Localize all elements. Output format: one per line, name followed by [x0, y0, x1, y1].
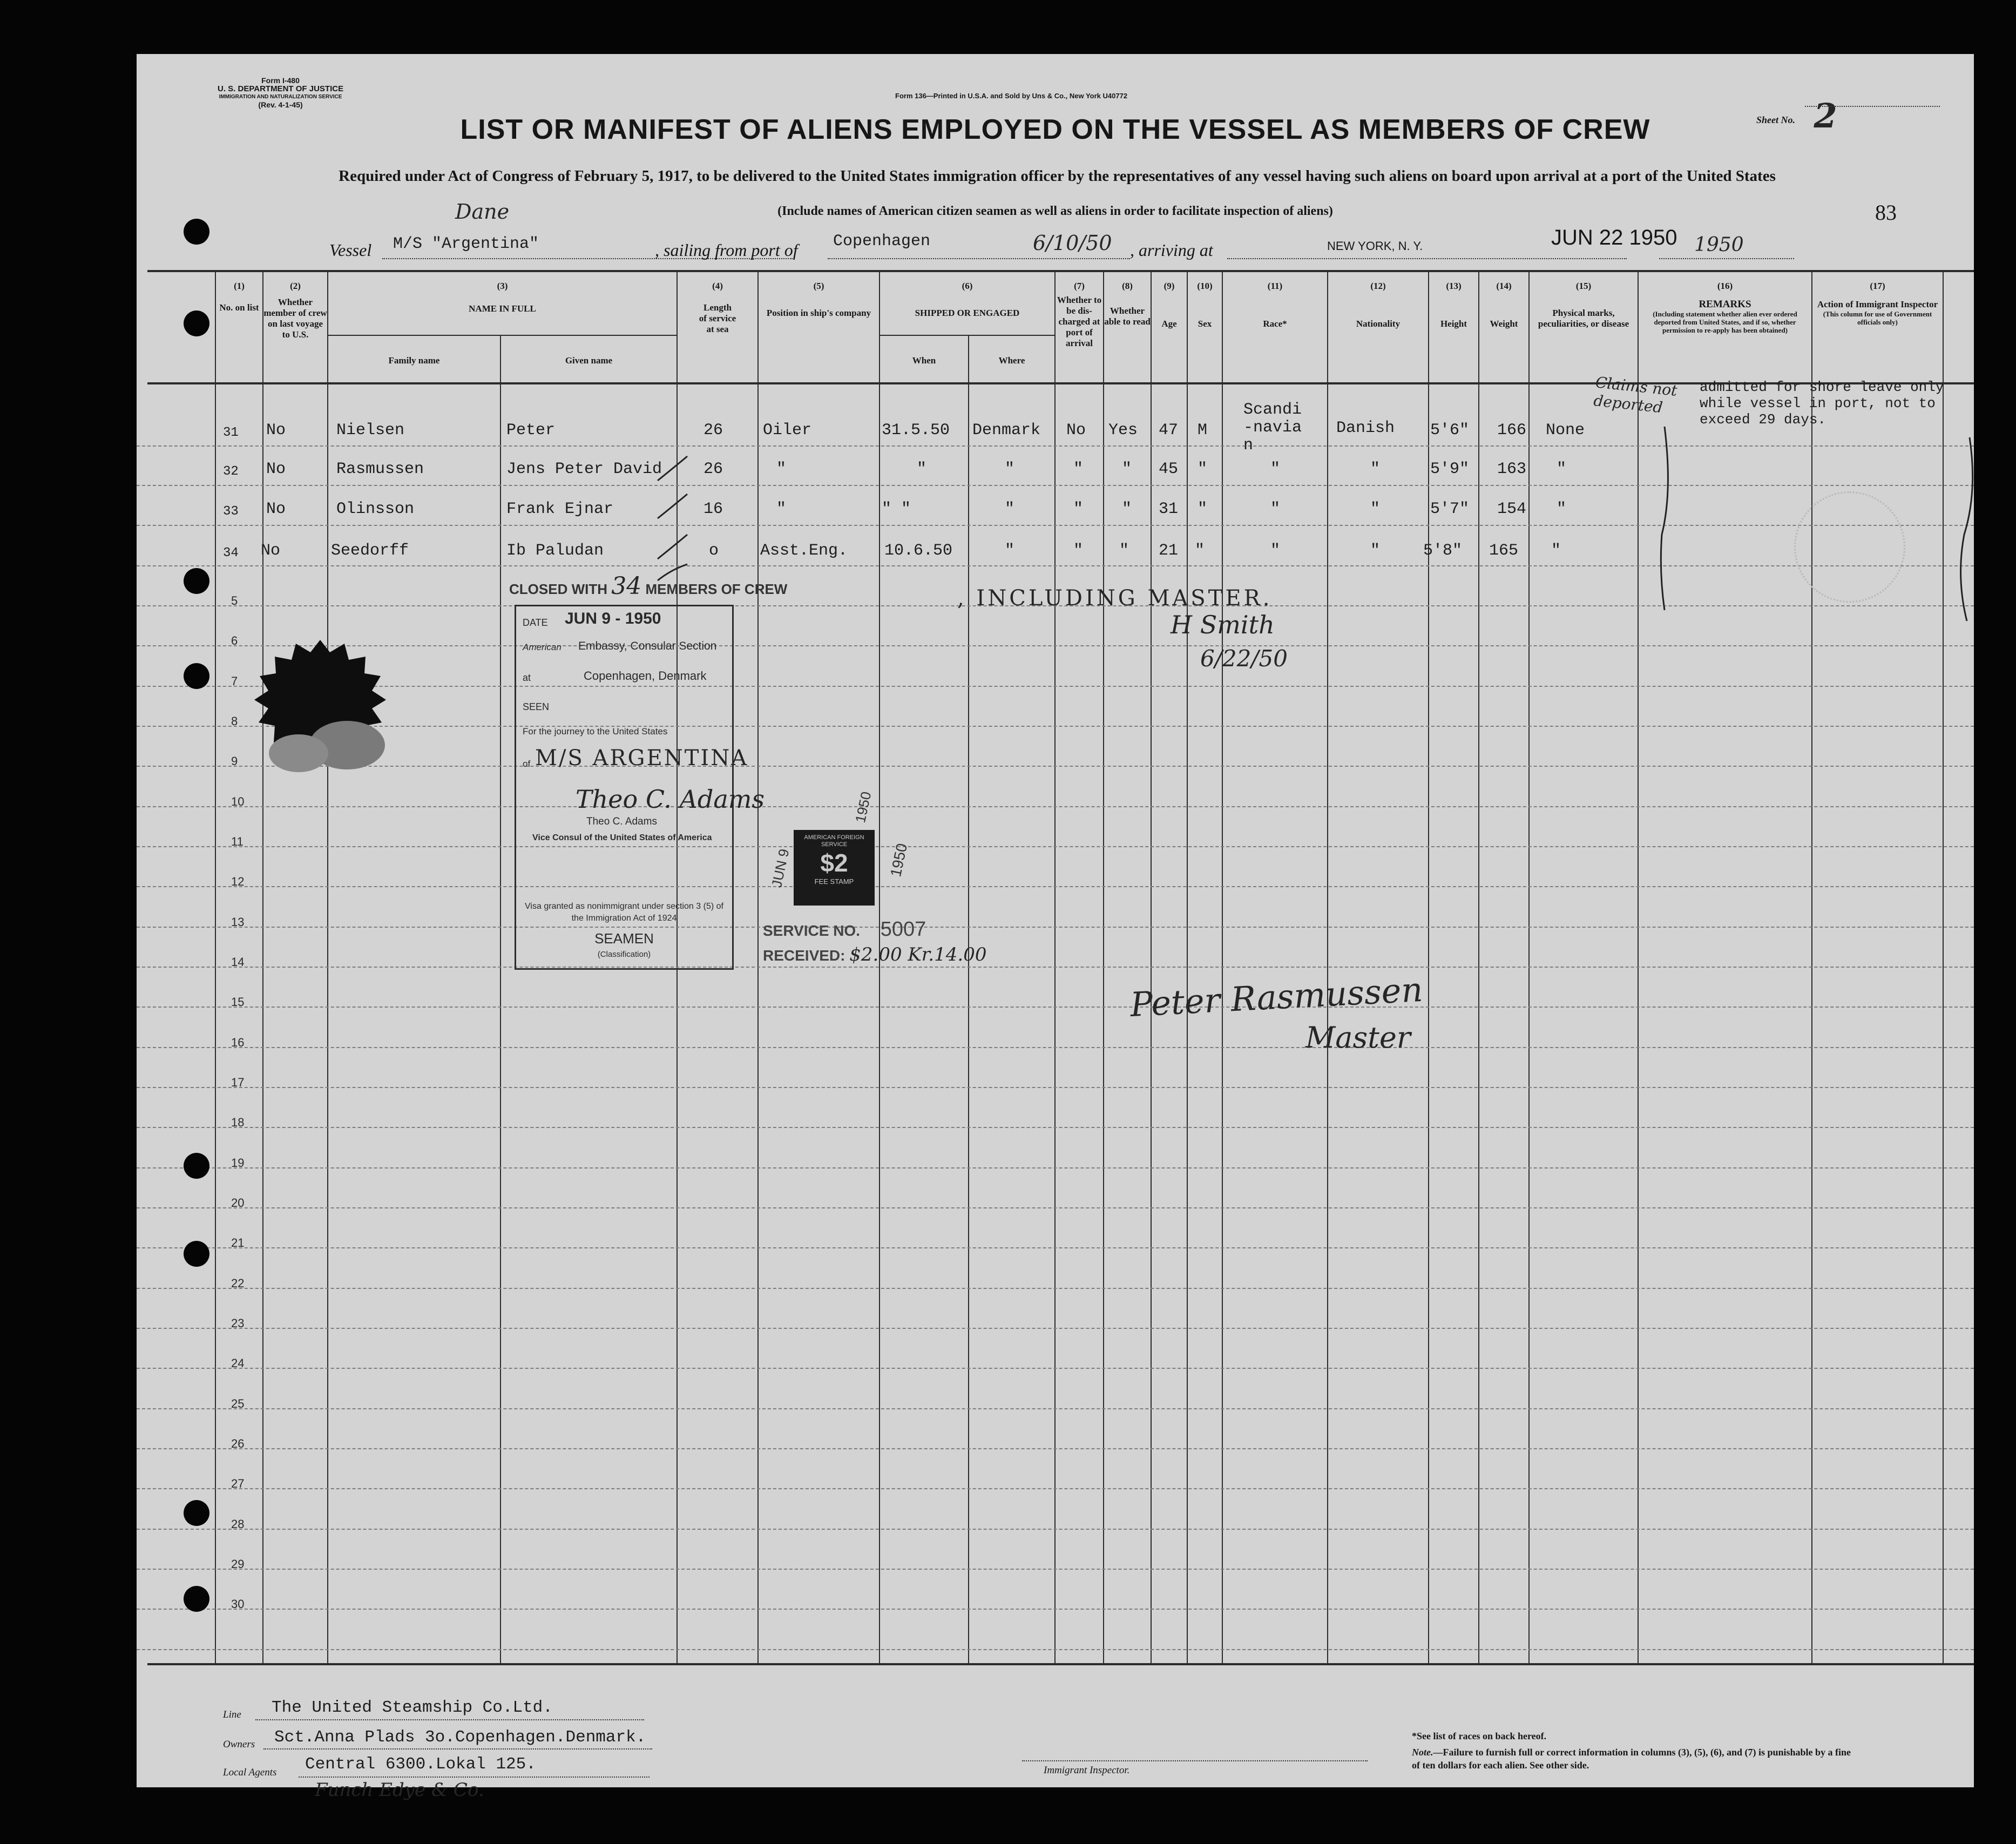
footer-owners-underline	[263, 1748, 652, 1750]
col-header-17	[1812, 281, 1943, 326]
row-rule	[137, 1328, 1974, 1329]
cell-weight: 154	[1497, 500, 1527, 518]
col-header-2	[263, 281, 327, 340]
service-number-line	[763, 918, 926, 941]
cell-weight: 165	[1489, 542, 1519, 560]
bracket-icon	[1961, 437, 1973, 621]
row-rule	[137, 846, 1974, 847]
remarks-handwriting: Claims not deported	[1593, 373, 1679, 417]
col-header-5	[759, 281, 879, 319]
row-number: 6	[231, 634, 238, 647]
cell-discharged: "	[1073, 500, 1084, 518]
row-number: 20	[231, 1196, 245, 1210]
footer-note	[1412, 1746, 1855, 1772]
col-label-8: Whether able to read	[1104, 306, 1151, 327]
col-num-3: (3)	[497, 281, 508, 291]
stamp-office: Embassy, Consular Section	[578, 640, 717, 652]
col-divider-6b	[968, 335, 969, 1663]
seal-ribbon	[269, 734, 328, 772]
cell-age: 47	[1159, 421, 1179, 440]
row-number: 9	[231, 754, 238, 768]
row-number: 7	[231, 674, 238, 688]
manifest-subtitle: Required under Act of Congress of February 5, 1917, to be delivered to the United States immigration officer by the representatives of any vessel having such aliens on board upon arrival at a port of the United States	[339, 167, 1776, 185]
footer-agents-underline	[299, 1777, 650, 1778]
cell-nationality: "	[1370, 500, 1381, 518]
cell-given: Ib Paludan	[506, 542, 604, 560]
cell-when: " "	[882, 500, 911, 518]
cell-height: 5'6"	[1430, 421, 1470, 440]
col-header-13	[1429, 281, 1478, 329]
faint-seal	[1794, 491, 1905, 603]
sheet-underline	[1805, 106, 1940, 107]
sailing-underline	[828, 258, 1130, 259]
row-number: 5	[231, 594, 238, 607]
cell-height: 5'8"	[1423, 542, 1463, 560]
col-header-11	[1223, 281, 1327, 329]
cell-where: "	[1005, 500, 1015, 518]
col-num-4: (4)	[712, 281, 723, 291]
check-mark-icon	[658, 456, 687, 481]
received-line	[763, 944, 986, 965]
col-num-6: (6)	[962, 281, 973, 291]
cell-position: "	[776, 500, 787, 518]
ribbon-seal	[245, 637, 396, 778]
cell-given: Peter	[506, 421, 556, 440]
col-num-11: (11)	[1267, 281, 1283, 291]
cell-family: Olinsson	[336, 500, 415, 518]
row-rule	[137, 886, 1974, 887]
cell-service: 16	[703, 500, 723, 518]
col-sub-action: (This column for use of Government officials only)	[1823, 310, 1932, 326]
cell-no: 33	[223, 504, 239, 519]
col-label-14: Weight	[1490, 319, 1518, 329]
cell-crew: No	[266, 500, 286, 518]
row-rule	[137, 1247, 1974, 1248]
col-num-8: (8)	[1122, 281, 1133, 291]
stamp-date: JUN 9 - 1950	[565, 610, 661, 627]
consul-signature: Theo C. Adams	[576, 785, 765, 814]
fee-stamp-date-left: JUN 9	[768, 847, 793, 889]
cell-family: Seedorff	[331, 542, 409, 560]
col-label-10: Sex	[1198, 319, 1212, 329]
service-name: IMMIGRATION AND NATURALIZATION SERVICE	[219, 94, 342, 100]
col-label-2: Whether member of crew on last voyage to U.S.	[263, 297, 327, 340]
row-rule	[137, 1448, 1974, 1449]
cell-no: 32	[223, 464, 239, 479]
col-label-17: Action of Immigrant Inspector	[1817, 299, 1938, 309]
col-label-15: Physical marks, peculiarities, or disease	[1538, 308, 1629, 329]
cell-read: "	[1119, 542, 1129, 560]
cell-where: Denmark	[972, 421, 1041, 440]
row-number: 15	[231, 995, 245, 1009]
sailing-date: 6/10/50	[1033, 231, 1112, 255]
col-label-12: Nationality	[1356, 319, 1401, 329]
col-label-9: Age	[1161, 319, 1177, 329]
cell-sex: "	[1198, 460, 1208, 478]
races-note: *See list of races on back hereof.	[1412, 1731, 1547, 1741]
cell-given: Jens Peter David	[506, 460, 662, 478]
cell-crew: No	[266, 460, 286, 478]
row-number: 25	[231, 1397, 245, 1410]
col-num-15: (15)	[1575, 281, 1592, 291]
arrival-year: 1950	[1694, 234, 1744, 256]
col-label-13: Height	[1440, 319, 1467, 329]
fee-stamp-date-right: 1950	[887, 842, 911, 879]
stamp-city: Copenhagen, Denmark	[584, 669, 707, 683]
col-label-1: No. on list	[219, 302, 259, 313]
row-rule	[137, 1649, 1974, 1650]
row-number: 29	[231, 1557, 245, 1571]
cell-no: 31	[223, 425, 239, 440]
cell-nationality: "	[1370, 542, 1381, 560]
check-mark-icon	[658, 494, 687, 518]
col-num-12: (12)	[1370, 281, 1386, 291]
fee-stamp-top: AMERICAN FOREIGN SERVICE	[804, 834, 864, 848]
closed-suffix: MEMBERS OF CREW	[645, 581, 788, 597]
check-mark-icon	[658, 535, 687, 559]
col-num-13: (13)	[1446, 281, 1462, 291]
table-top-border	[147, 270, 1974, 272]
manifest-sheet	[137, 54, 1974, 1801]
cell-discharged: "	[1073, 542, 1084, 560]
received-label: RECEIVED:	[763, 947, 845, 964]
fee-stamp	[794, 830, 875, 906]
cell-crew: No	[266, 421, 286, 440]
inspector-date: 6/22/50	[1200, 645, 1288, 672]
cell-nationality: "	[1370, 460, 1381, 478]
col-label-11: Race*	[1263, 319, 1287, 329]
col-num-16: (16)	[1717, 281, 1733, 291]
manifest-note: (Include names of American citizen seamen as well as aliens in order to facilitate inspection of aliens)	[777, 204, 1333, 218]
cell-position: "	[776, 460, 787, 478]
row-rule	[137, 686, 1974, 687]
row-number: 18	[231, 1116, 245, 1129]
stamp-journey: For the journey to the United States	[523, 726, 668, 737]
col-sub-given: Given name	[565, 355, 613, 366]
footer-line-underline	[255, 1719, 644, 1720]
row-rule	[137, 1288, 1974, 1289]
row-number: 8	[231, 714, 238, 728]
cell-age: 31	[1159, 500, 1179, 518]
col-header-14	[1479, 281, 1528, 329]
printer-note: Form 136—Printed in U.S.A. and Sold by Uns & Co., New York U40772	[895, 92, 1128, 100]
row-number: 24	[231, 1356, 245, 1370]
footer-line-value: The United Steamship Co.Ltd.	[272, 1698, 553, 1717]
closed-prefix: CLOSED WITH	[509, 581, 607, 597]
master-signature: Peter Rasmussen	[1129, 969, 1424, 1025]
cell-height: 5'9"	[1430, 460, 1470, 478]
year-underline	[1659, 258, 1794, 259]
cell-race: "	[1270, 500, 1281, 518]
row-number: 26	[231, 1437, 245, 1450]
row-number: 10	[231, 795, 245, 808]
stamp-seen: SEEN	[523, 701, 550, 712]
footer-owners-label: Owners	[223, 1739, 255, 1750]
cell-position: Oiler	[763, 421, 812, 440]
row-number: 12	[231, 875, 245, 888]
consul-name: Theo C. Adams	[586, 816, 657, 827]
col-header-8	[1104, 281, 1151, 327]
table-bottom-border	[147, 1663, 1974, 1665]
footer-owners-value: Sct.Anna Plads 3o.Copenhagen.Denmark.	[274, 1728, 646, 1747]
visa-text: Visa granted as nonimmigrant under section 3 (5) of the Immigration Act of 1924	[525, 902, 723, 923]
col-divider-3b	[500, 335, 501, 1663]
punch-hole	[184, 1153, 209, 1179]
arrival-date-stamp: JUN 22 1950	[1551, 226, 1677, 249]
row-rule	[137, 726, 1974, 727]
cell-crew: No	[261, 542, 281, 560]
cell-read: Yes	[1108, 421, 1138, 440]
row-number: 19	[231, 1156, 245, 1170]
cell-read: "	[1122, 460, 1132, 478]
col-header-3	[328, 281, 676, 314]
row-rule	[137, 1569, 1974, 1570]
punch-hole	[184, 1500, 209, 1526]
row-number: 17	[231, 1076, 245, 1089]
cell-service: 26	[703, 460, 723, 478]
arriving-label: , arriving at	[1130, 240, 1213, 260]
row-number: 27	[231, 1477, 245, 1490]
cell-read: "	[1122, 500, 1132, 518]
row-rule	[137, 1047, 1974, 1048]
sheet-label: Sheet No.	[1756, 114, 1795, 125]
row-rule	[137, 1609, 1974, 1610]
revision: (Rev. 4-1-45)	[258, 100, 303, 109]
footer-agents-label: Local Agents	[223, 1767, 277, 1778]
row-rule	[137, 1488, 1974, 1489]
row-rule	[137, 766, 1974, 767]
col-header-1	[216, 281, 262, 313]
shipped-subheader-line	[879, 335, 1054, 336]
sailing-port: Copenhagen	[833, 232, 931, 251]
cell-marks: "	[1557, 460, 1567, 478]
vessel-name: M/S "Argentina"	[393, 235, 539, 253]
row-rule	[137, 1408, 1974, 1409]
col-sub-when: When	[912, 355, 936, 366]
row-number: 28	[231, 1517, 245, 1531]
cell-discharged: No	[1066, 421, 1086, 440]
col-header-12	[1328, 281, 1428, 329]
check-marks	[655, 454, 703, 583]
punch-hole	[184, 568, 209, 594]
cell-where: "	[1005, 542, 1015, 560]
form-number: Form I-480	[261, 76, 300, 85]
punch-hole	[184, 663, 209, 689]
punch-hole	[184, 1586, 209, 1612]
service-no-label: SERVICE NO.	[763, 922, 860, 939]
fee-stamp-date-upper: 1950	[852, 790, 875, 825]
stamp-of-label: of	[523, 759, 531, 769]
col-sub-where: Where	[998, 355, 1025, 366]
consul-title: Vice Consul of the United States of America	[532, 833, 712, 842]
cell-discharged: "	[1073, 460, 1084, 478]
cell-family: Rasmussen	[336, 460, 424, 478]
cell-position: Asst.Eng.	[760, 542, 848, 560]
col-sub-family: Family name	[388, 355, 440, 366]
footer-agents-value: Central 6300.Lokal 125.	[305, 1755, 536, 1774]
row-number: 30	[231, 1597, 245, 1611]
row-rule	[137, 1087, 1974, 1088]
fee-stamp-bottom: FEE STAMP	[814, 877, 854, 886]
col-header-9	[1152, 281, 1187, 329]
cell-height: 5'7"	[1430, 500, 1470, 518]
stamp-ship: M/S ARGENTINA	[535, 746, 749, 771]
row-number: 11	[231, 835, 243, 848]
cell-when: "	[917, 460, 927, 478]
vessel-handwriting: Dane	[455, 200, 510, 224]
punch-hole	[184, 219, 209, 245]
inspector-underline	[1022, 1760, 1368, 1761]
col-num-9: (9)	[1163, 281, 1175, 291]
col-num-7: (7)	[1074, 281, 1085, 291]
cell-marks: "	[1551, 542, 1561, 560]
col-label-16: REMARKS	[1699, 299, 1751, 310]
cell-weight: 166	[1497, 421, 1527, 440]
col-num-17: (17)	[1870, 281, 1885, 291]
punch-hole	[184, 1241, 209, 1267]
row-rule	[137, 967, 1974, 968]
col-num-10: (10)	[1197, 281, 1213, 291]
col-label-4: Length of service at sea	[699, 302, 736, 334]
consular-stamp	[515, 605, 765, 970]
cell-age: 45	[1159, 460, 1179, 478]
row-rule	[137, 1127, 1974, 1128]
stamp-at-label: at	[523, 672, 531, 683]
bracket-icon	[1661, 427, 1668, 610]
cell-race: "	[1270, 460, 1281, 478]
row-rule	[137, 1529, 1974, 1530]
cell-race: "	[1270, 542, 1281, 560]
col-sub-remarks: (Including statement whether alien ever ordered deported from United States, and if so, whether permission to re-apply has been obtained)	[1653, 310, 1797, 334]
page-mark: 83	[1875, 200, 1897, 225]
sheet-number: 2	[1814, 96, 1837, 136]
including-master: , INCLUDING MASTER.	[957, 586, 1273, 611]
col-label-3: NAME IN FULL	[469, 303, 536, 314]
cell-no: 34	[223, 546, 239, 560]
col-header-15	[1530, 281, 1638, 329]
service-no-value: 5007	[880, 918, 926, 941]
col-num-5: (5)	[813, 281, 824, 291]
received-value: $2.00 Kr.14.00	[849, 944, 987, 965]
row-number: 13	[231, 915, 245, 929]
footer-agents-hand: Funch Edye & Co.	[315, 1779, 484, 1801]
cell-given: Frank Ejnar	[506, 500, 614, 518]
arrival-port: NEW YORK, N. Y.	[1327, 239, 1423, 253]
cell-when: 10.6.50	[884, 542, 953, 560]
stamp-office-word: American	[523, 642, 561, 652]
visa-classification: SEAMEN	[594, 930, 654, 947]
row-rule	[137, 1207, 1974, 1208]
row-rule	[137, 927, 1974, 928]
cell-service: o	[709, 542, 719, 560]
col-num-2: (2)	[290, 281, 301, 291]
cell-marks: "	[1557, 500, 1567, 518]
cell-race: Scandi-navian	[1243, 401, 1302, 455]
remarks-typed: admitted for shore leave only while vessel in port, not to exceed 29 days.	[1700, 379, 1944, 428]
sailing-label: , sailing from port of	[655, 240, 798, 260]
col-label-5: Position in ship's company	[766, 308, 871, 318]
col-label-6: SHIPPED OR ENGAGED	[915, 308, 1020, 318]
col-header-7	[1056, 281, 1103, 349]
col-num-1: (1)	[234, 281, 245, 291]
footer-note-text: Failure to furnish full or correct information in columns (3), (5), (6), and (7) is punishable by a fine of ten dollars for each alien. See other side.	[1412, 1747, 1851, 1771]
col-num-14: (14)	[1496, 281, 1512, 291]
cell-marks: None	[1546, 421, 1585, 440]
col-header-16	[1639, 281, 1811, 334]
cell-age: 21	[1159, 542, 1179, 560]
row-number: 16	[231, 1036, 245, 1049]
vessel-label: Vessel	[329, 240, 372, 260]
manifest-title: LIST OR MANIFEST OF ALIENS EMPLOYED ON THE VESSEL AS MEMBERS OF CREW	[460, 114, 1650, 145]
cell-weight: 163	[1497, 460, 1527, 478]
cell-nationality: Danish	[1336, 419, 1395, 437]
stamp-date-label: DATE	[523, 617, 548, 628]
row-rule	[137, 806, 1974, 807]
form-id-block	[218, 77, 343, 109]
classification-label: (Classification)	[597, 950, 651, 959]
row-number: 21	[231, 1236, 245, 1249]
inspector-label: Immigrant Inspector.	[1044, 1765, 1130, 1776]
closing-statement	[509, 572, 787, 600]
row-number: 22	[231, 1276, 245, 1290]
cell-sex: M	[1198, 421, 1208, 440]
footer-line-label: Line	[223, 1709, 241, 1720]
department-name: U. S. DEPARTMENT OF JUSTICE	[218, 84, 344, 93]
inspector-signature: H Smith	[1171, 610, 1275, 639]
row-rule	[137, 1007, 1974, 1008]
row-rule	[137, 1167, 1974, 1168]
master-title: Master	[1305, 1021, 1411, 1055]
punch-hole	[184, 310, 209, 336]
cell-sex: "	[1198, 500, 1208, 518]
col-label-7: Whether to be dis-charged at port of arrival	[1057, 295, 1102, 348]
footer-note-label: Note.—	[1412, 1747, 1443, 1758]
cell-family: Nielsen	[336, 421, 405, 440]
closed-count: 34	[611, 572, 642, 600]
arrival-underline	[1227, 258, 1627, 259]
cell-when: 31.5.50	[882, 421, 950, 440]
cell-service: 26	[703, 421, 723, 440]
col-header-4	[678, 281, 757, 335]
row-number: 23	[231, 1316, 245, 1330]
col-header-6	[880, 281, 1054, 319]
fee-stamp-amount: $2	[820, 849, 848, 877]
cell-where: "	[1005, 460, 1015, 478]
col-header-10	[1188, 281, 1222, 329]
row-rule	[137, 1368, 1974, 1369]
name-subheader-line	[327, 335, 676, 336]
row-number: 14	[231, 955, 245, 969]
row-rule	[137, 645, 1974, 646]
cell-sex: "	[1195, 542, 1205, 560]
